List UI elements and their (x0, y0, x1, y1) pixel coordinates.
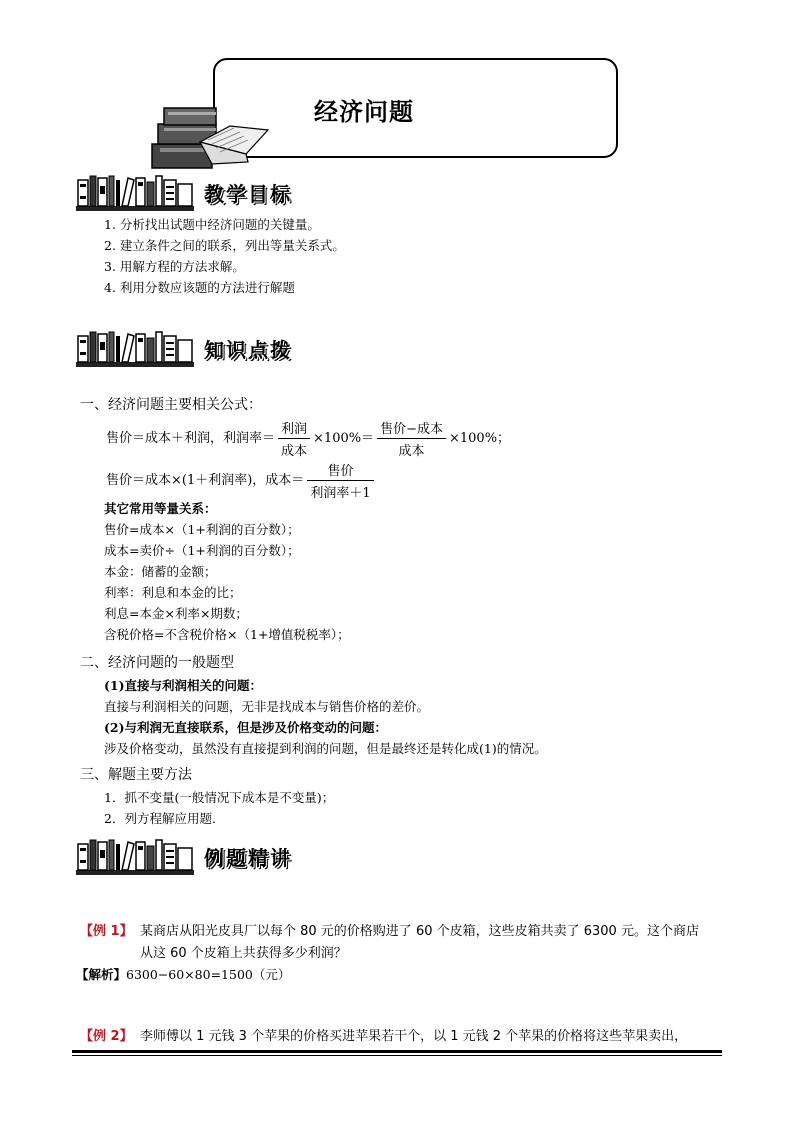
section-header-knowledge (76, 330, 406, 370)
formula-1-left: 售价＝成本＋利润，利润率＝ (106, 431, 276, 446)
solution-text: 6300−60×80=1500（元） (126, 967, 291, 982)
books-illustration (150, 104, 270, 174)
method-item-1: 1．抓不变量(一般情况下成本是不变量)； (104, 790, 335, 805)
example-2-label: 【例 2】 (80, 1029, 133, 1044)
example-1-label: 【例 1】 (80, 924, 133, 939)
fraction-denominator: 成本 (398, 444, 425, 459)
solution-1 (76, 966, 290, 983)
fraction-denominator: 利润率＋1 (310, 486, 371, 501)
type-2-title: (2)与利润无直接联系，但是涉及价格变动的问题： (104, 720, 388, 735)
example-1-line-1: 某商店从阳光皮具厂以每个 80 元的价格购进了 60 个皮箱，这些皮箱共卖了 6300 元。这个商店 (140, 924, 699, 939)
formula-1-mid: ×100%＝ (313, 431, 375, 446)
footer-rule-thin (72, 1055, 722, 1056)
fraction-price-over-rate (307, 460, 373, 501)
section-title-goals: 教学目标 (204, 182, 292, 206)
bookshelf-icon (76, 174, 196, 212)
section-title-knowledge: 知识点拨 (204, 338, 292, 362)
formula-2-left: 售价＝成本×(1＋利润率)，成本＝ (106, 473, 305, 488)
section-title-examples: 例题精讲 (204, 846, 292, 870)
formula-line-2 (106, 460, 377, 501)
relation-item-3: 本金：储蓄的金额； (104, 564, 217, 579)
example-1-line-2: 从这 60 个皮箱上共获得多少利润？ (140, 946, 347, 961)
solution-label: 【解析】 (76, 967, 127, 982)
goal-item-2: 2. 建立条件之间的联系，列出等量关系式。 (104, 238, 345, 253)
type-1-title: (1)直接与利润相关的问题： (104, 678, 263, 693)
example-2-line-1: 李师傅以 1 元钱 3 个苹果的价格买进苹果若干个，以 1 元钱 2 个苹果的价格将这些苹果卖出， (140, 1029, 688, 1044)
fraction-denominator: 成本 (281, 444, 308, 459)
relation-item-4: 利率：利息和本金的比； (104, 585, 242, 600)
relation-item-5: 利息=本金×利率×期数； (104, 606, 248, 621)
title-box (213, 58, 618, 158)
relation-item-6: 含税价格=不含税价格×（1+增值税税率）； (104, 627, 350, 642)
fraction-numerator: 售价 (307, 460, 373, 481)
heading-methods: 三、解题主要方法 (80, 767, 192, 783)
fraction-numerator: 利润 (278, 418, 310, 439)
other-relations-title: 其它常用等量关系： (104, 501, 217, 516)
relation-item-2: 成本=卖价÷（1+利润的百分数）； (104, 543, 300, 558)
formula-1-right: ×100%； (449, 431, 511, 446)
type-1-text: 直接与利润相关的问题，无非是找成本与销售价格的差价。 (104, 699, 430, 714)
section-header-goals (76, 174, 406, 214)
goal-item-4: 4. 利用分数应该题的方法进行解题 (104, 280, 295, 295)
type-2-text: 涉及价格变动，虽然没有直接提到利润的问题，但是最终还是转化成(1)的情况。 (104, 741, 547, 756)
relation-item-1: 售价=成本×（1+利润的百分数）； (104, 522, 300, 537)
fraction-numerator: 售价−成本 (377, 418, 446, 439)
heading-problem-types: 二、经济问题的一般题型 (80, 655, 234, 671)
footer-rule-thick (72, 1050, 722, 1053)
formula-line-1 (106, 418, 510, 459)
heading-formulas: 一、经济问题主要相关公式： (80, 397, 262, 413)
section-header-examples (76, 838, 406, 878)
bookshelf-icon (76, 330, 196, 368)
goal-item-3: 3. 用解方程的方法求解。 (104, 259, 245, 274)
fraction-profit-over-cost (278, 418, 310, 459)
bookshelf-icon (76, 838, 196, 876)
fraction-price-minus-cost (377, 418, 446, 459)
method-item-2: 2．列方程解应用题. (104, 811, 216, 826)
goal-item-1: 1. 分析找出试题中经济问题的关键量。 (104, 217, 320, 232)
page-title: 经济问题 (314, 98, 414, 126)
